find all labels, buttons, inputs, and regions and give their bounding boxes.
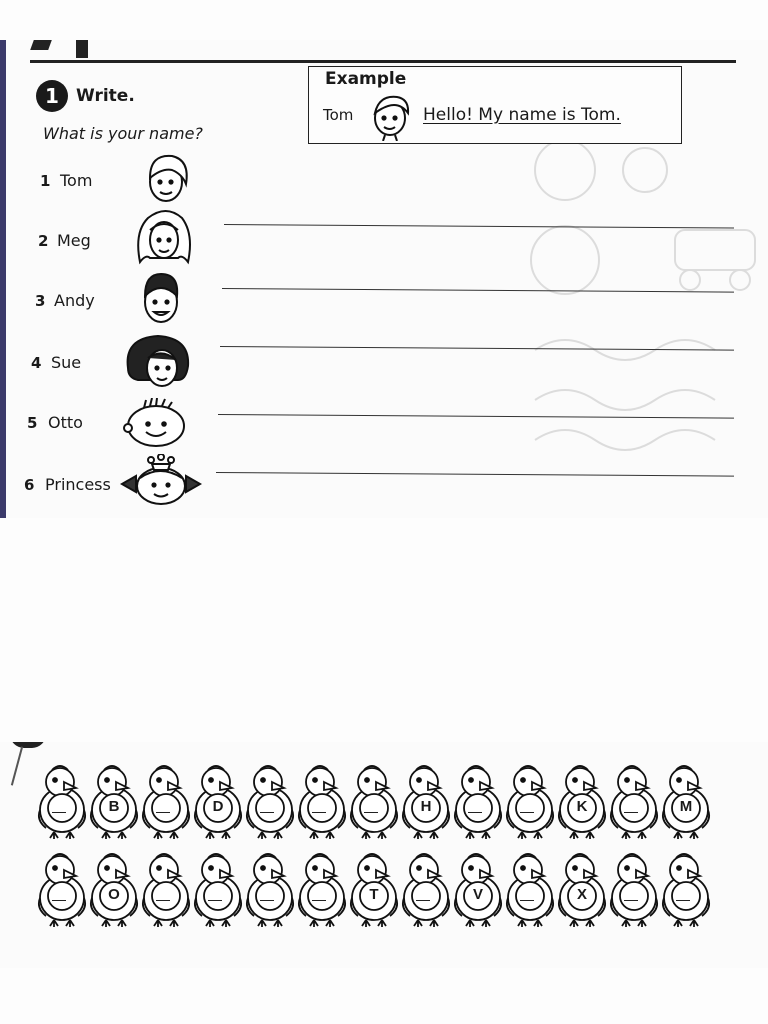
- exercise-instruction: Write.: [76, 86, 135, 106]
- bird-icon: [608, 850, 660, 928]
- bird-letter: O: [108, 886, 120, 903]
- item-number: 2: [38, 232, 49, 250]
- letter-blank[interactable]: [520, 900, 534, 901]
- letter-blank[interactable]: [624, 812, 638, 813]
- bird-letter-item[interactable]: [244, 762, 296, 840]
- bird-letter-item[interactable]: [192, 850, 244, 928]
- exercise-question: What is your name?: [43, 124, 203, 143]
- boy-face-icon: [365, 91, 415, 141]
- letter-blank[interactable]: [468, 812, 482, 813]
- bird-icon: [608, 762, 660, 840]
- item-name: Andy: [54, 291, 95, 310]
- bird-icon: [296, 762, 348, 840]
- bird-icon: [348, 762, 400, 840]
- header-mark: [10, 742, 46, 748]
- bird-letter: B: [108, 798, 120, 815]
- bird-letter-item: [400, 762, 452, 840]
- bird-icon: [452, 762, 504, 840]
- bird-letter-item[interactable]: [296, 762, 348, 840]
- list-item: [0, 270, 768, 330]
- item-number: 5: [27, 414, 38, 432]
- bird-icon: [504, 850, 556, 928]
- list-item: [0, 392, 768, 452]
- letter-blank[interactable]: [676, 900, 690, 901]
- bird-icon: [660, 850, 712, 928]
- bird-letter-item[interactable]: [140, 762, 192, 840]
- bird-letter-item: [88, 762, 140, 840]
- bird-letter-item[interactable]: [608, 850, 660, 928]
- bird-letter-item[interactable]: [140, 850, 192, 928]
- bird-icon: [244, 850, 296, 928]
- bird-letter: M: [679, 798, 693, 815]
- exercise-heading: [36, 80, 135, 112]
- list-item: [0, 150, 768, 210]
- bird-letter-item[interactable]: [400, 850, 452, 928]
- bird-letter-item: [88, 850, 140, 928]
- bird-icon: [36, 850, 88, 928]
- list-item: [0, 210, 768, 270]
- header-rule: [30, 60, 736, 63]
- exercise-number-badge: 1: [36, 80, 68, 112]
- worksheet-page-bottom: [0, 742, 768, 968]
- bird-letter-item[interactable]: [452, 762, 504, 840]
- letter-blank[interactable]: [260, 900, 274, 901]
- alphabet-birds-row-2: [36, 850, 712, 928]
- bird-icon: [504, 762, 556, 840]
- item-name: Otto: [48, 413, 83, 432]
- letter-blank[interactable]: [52, 900, 66, 901]
- letter-blank[interactable]: [520, 812, 534, 813]
- girl-face-icon: [128, 204, 198, 274]
- item-number: 4: [31, 354, 42, 372]
- item-name: Princess: [45, 475, 111, 494]
- letter-blank[interactable]: [416, 900, 430, 901]
- item-name: Meg: [57, 231, 91, 250]
- boy-face-icon: [136, 270, 186, 332]
- list-item: [0, 454, 768, 514]
- letter-blank[interactable]: [312, 900, 326, 901]
- bird-letter-item: [660, 762, 712, 840]
- boy-face-icon: [140, 150, 196, 208]
- bird-letter: D: [212, 798, 224, 815]
- example-title: Example: [325, 69, 407, 89]
- bird-letter: H: [420, 798, 432, 815]
- letter-blank[interactable]: [156, 812, 170, 813]
- item-number: 1: [40, 172, 51, 190]
- bird-icon: [140, 850, 192, 928]
- item-number: 6: [24, 476, 35, 494]
- letter-blank[interactable]: [208, 900, 222, 901]
- letter-blank[interactable]: [364, 812, 378, 813]
- bird-letter-item[interactable]: [504, 762, 556, 840]
- bird-letter-item[interactable]: [244, 850, 296, 928]
- bird-letter-item[interactable]: [348, 762, 400, 840]
- bird-letter-item[interactable]: [504, 850, 556, 928]
- bird-icon: [36, 762, 88, 840]
- alphabet-birds-row-1: [36, 762, 712, 840]
- item-name: Tom: [60, 171, 93, 190]
- bird-letter-item[interactable]: [36, 850, 88, 928]
- example-box: [308, 66, 682, 144]
- header-mark: [30, 40, 52, 50]
- example-name: Tom: [323, 106, 354, 124]
- bird-icon: [192, 850, 244, 928]
- item-number: 3: [35, 292, 46, 310]
- letter-blank[interactable]: [52, 812, 66, 813]
- letter-blank[interactable]: [312, 812, 326, 813]
- item-name: Sue: [51, 353, 82, 372]
- letter-blank[interactable]: [624, 900, 638, 901]
- worksheet-page-top: [0, 40, 768, 518]
- bird-letter: K: [576, 798, 588, 815]
- bird-letter: V: [472, 886, 483, 903]
- letter-blank[interactable]: [156, 900, 170, 901]
- header-bar: [76, 40, 88, 58]
- bird-letter-item: [348, 850, 400, 928]
- bird-letter: T: [369, 886, 379, 903]
- baby-face-icon: [122, 398, 188, 448]
- example-sentence: Hello! My name is Tom.: [423, 105, 621, 125]
- bird-letter-item: [452, 850, 504, 928]
- bird-icon: [140, 762, 192, 840]
- bird-letter-item: [192, 762, 244, 840]
- bird-letter: X: [576, 886, 587, 903]
- bird-icon: [296, 850, 348, 928]
- bird-icon: [400, 850, 452, 928]
- page-edge-line: [11, 746, 23, 785]
- bird-letter-item: [556, 850, 608, 928]
- bird-icon: [244, 762, 296, 840]
- bird-letter-item: [556, 762, 608, 840]
- letter-blank[interactable]: [260, 812, 274, 813]
- bird-letter-item[interactable]: [660, 850, 712, 928]
- bird-letter-item[interactable]: [296, 850, 348, 928]
- list-item: [0, 332, 768, 392]
- princess-face-icon: [118, 454, 204, 508]
- girl-face-icon: [122, 332, 194, 394]
- bird-letter-item[interactable]: [36, 762, 88, 840]
- bird-letter-item[interactable]: [608, 762, 660, 840]
